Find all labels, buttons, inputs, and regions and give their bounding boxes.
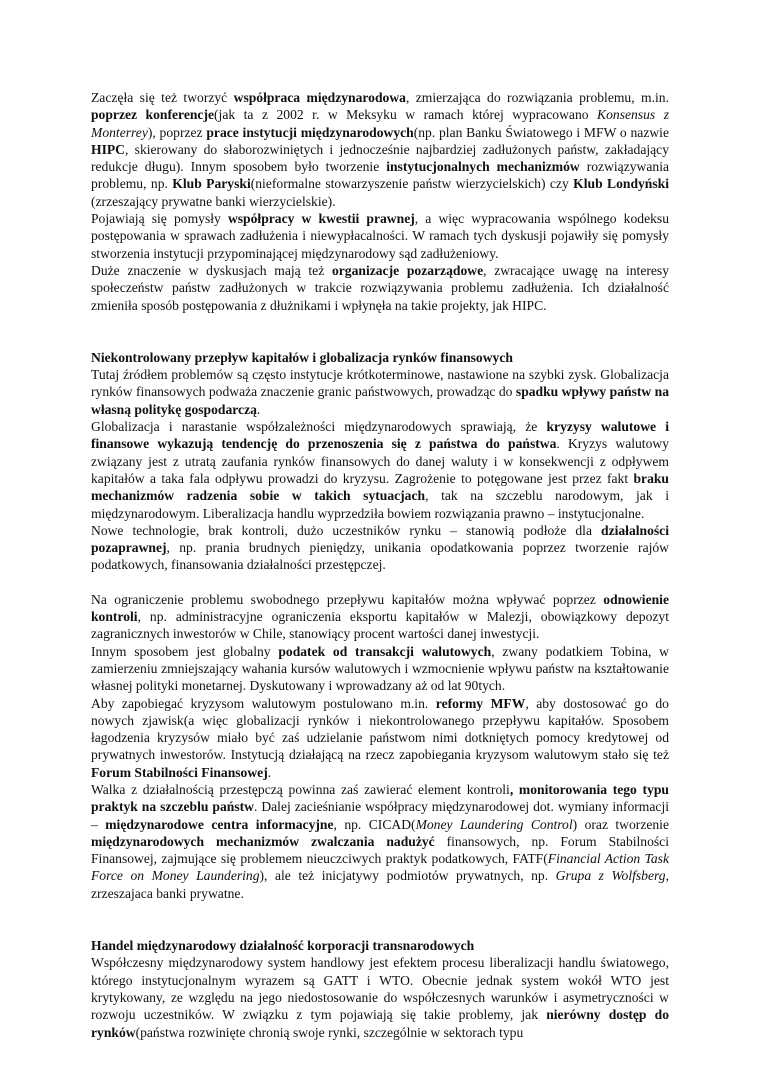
bold-phrase: odnowienie kontroli [91, 591, 669, 625]
text-run: Współczesny międzynarodowy system handlowy jest efektem procesu liberalizacji handlu światowego, którego instytucjonalnym wyrazem są GATT i WTO. Obecnie jednak system wokół WTO jest krytykowany, ze względu na jego niedostosowanie do współczesnych warunków i asymetryczności w rozwoju uczestników. W związku z tym pojawiają się takie problemy, jak [91, 955, 669, 1023]
text-run: rozwiązywania problemu, np. [91, 159, 670, 192]
paragraph [91, 89, 669, 210]
italic-phrase: Financial Action Task Force on Money Laundering [91, 851, 670, 884]
section-heading: Niekontrolowany przepływ kapitałów i globalizacja rynków finansowych [91, 349, 513, 365]
text-run: , zwany podatkiem Tobina, w zamierzeniu zmniejszający wahania kursów walutowych i wzmocnienie wpływu państw na kształtowanie własnej polityki monetarnej. Dyskutowany i wprowadzany aż od lat 90tych. [91, 643, 669, 694]
section-heading: Handel międzynarodowy działalność korporacji transnarodowych [91, 938, 475, 954]
bold-phrase: podatek od transakcji walutowych [278, 643, 492, 659]
text-run: Aby zapobiegać kryzysom walutowym postulowano m.in. [91, 695, 436, 711]
paragraph [91, 366, 669, 418]
paragraph [91, 418, 669, 522]
bold-phrase: instytucjonalnych mechanizmów [386, 159, 580, 175]
text-run: (zrzeszający prywatne banki wierzycielskie). [91, 193, 336, 209]
text-run: ) oraz tworzenie [572, 816, 669, 832]
bold-phrase: poprzez konferencje [91, 107, 215, 123]
text-run: . Dalej zacieśnianie współpracy międzynarodowej dot. wymiany informacji – [91, 799, 669, 832]
paragraph [91, 695, 669, 781]
italic-phrase: Konsensus z Monterrey [91, 107, 669, 140]
bold-phrase: HIPC [91, 141, 125, 157]
italic-phrase: Money Laundering Control [415, 816, 573, 832]
text-run: . Kryzys walutowy związany jest z utratą zaufania rynków finansowych do danej waluty i w konsekwencji z odpływem kapitałów a taka fala odpływu prowadzi do kryzysu. Zagrożenie to potęgowane jest przez fakt [91, 436, 669, 486]
text-run: (państwa rozwinięte chronią swoje rynki, szczególnie w sektorach typu [135, 1024, 524, 1040]
bold-phrase: Forum Stabilności Finansowej [91, 764, 268, 780]
bold-phrase: Klub Paryski [172, 176, 251, 192]
text-run: , zmierzająca do rozwiązania problemu, m.in. [405, 90, 669, 105]
bold-phrase: organizacje pozarządowe [331, 262, 484, 278]
bold-phrase: działalności pozaprawnej [91, 522, 669, 556]
bold-phrase: kryzysy walutowe i finansowe wykazują tendencję do przenoszenia się z państwa do państwa [91, 419, 670, 452]
text-run: Globalizacja i narastanie współzależności międzynarodowych sprawiają, że [91, 419, 547, 435]
text-run: Innym sposobem jest globalny [91, 643, 279, 659]
text-run: , np. administracyjne ograniczenia eksportu kapitałów w Malezji, obowiązkowy depozyt zagranicznych inwestorów w Chile, stanowiący procent wartości danej inwestycji. [91, 609, 669, 642]
text-run: (jak ta z 2002 r. w Meksyku w ramach której wypracowano [214, 107, 598, 123]
text-run: Tutaj źródłem problemów są często instytucje krótkoterminowe, nastawione na szybki zysk. Globalizacja rynków finansowych podważa znaczenie granic państwowych, prowadząc do [91, 367, 669, 400]
text-run: , zwracające uwagę na interesy społeczeństw państw zadłużonych w trakcie rozwiązywania problemu zadłużenia. Ich działalność zmieniła sposób postępowania z dłużnikami i wpłynęła na takie projekty, jak HIPC. [91, 262, 670, 313]
bold-phrase: nierówny dostęp do rynków [91, 1007, 670, 1040]
text-run: ), ale też inicjatywy podmiotów prywatnych, np. [259, 868, 556, 884]
italic-phrase: Grupa z Wolfsberg [555, 868, 666, 884]
text-run: Nowe technologie, brak kontroli, dużo uczestników rynku – stanowią podłoże dla [91, 522, 602, 538]
paragraph [91, 781, 669, 902]
document-body [91, 89, 669, 1041]
text-run: . [267, 764, 272, 780]
bold-phrase: współpracy w kwestii prawnej [227, 211, 415, 227]
paragraph [91, 954, 669, 1040]
text-run: Pojawiają się pomysły [91, 211, 228, 227]
text-run: Walka z działalnością przestępczą powinna zaś zawierać element kontroli [91, 781, 510, 797]
text-run: , aby dostosować go do nowych zjawisk(a więc globalizacji rynków i niekontrolowanego przepływu kapitałów. Sposobem łagodzenia kryzysów miało być zaś udzielanie państwom nimi dotkniętych pomocy kredytowej od prywatnych inwestorów. Instytucją działającą na rzecz zapobiegania kryzysom walutowym stało się też [91, 695, 669, 763]
paragraph [91, 643, 669, 695]
text-run: , np. CICAD( [333, 816, 416, 832]
text-run: (nieformalne stowarzyszenie państw wierzycielskich) czy [250, 176, 574, 192]
paragraph [91, 522, 669, 574]
paragraph [91, 210, 669, 262]
bold-phrase: Klub Londyński [573, 176, 669, 192]
text-run: finansowych, np. Forum Stabilności Finansowej, zajmujące się problemem nieuczciwych praktyk podatkowych, FATF( [91, 833, 669, 867]
bold-phrase: międzynarodowych mechanizmów zwalczania nadużyć [91, 833, 435, 849]
text-run: ), poprzez [147, 124, 207, 140]
text-run: . [256, 401, 261, 417]
bold-phrase: braku mechanizmów radzenia sobie w takich sytuacjach [91, 470, 669, 504]
text-run: , tak na szczeblu narodowym, jak i międzynarodowym. Liberalizacja handlu wyprzedziła bowiem rozwiązania prawno – instytucjonalne. [91, 488, 669, 521]
text-run: , a więc wypracowania wspólnego kodeksu postępowania w sprawach zadłużenia i niewypłacalności. W ramach tych dyskusji pojawiły się pomysły stworzenia instytucji przypominającej międzynarodowy sąd zadłużeniowy. [91, 211, 669, 261]
bold-phrase: prace instytucji międzynarodowych [206, 124, 414, 140]
bold-phrase: , monitorowania tego typu praktyk na szczeblu państw [91, 781, 669, 815]
text-run: Na ograniczenie problemu swobodnego przepływu kapitałów można wpływać poprzez [91, 591, 604, 607]
text-run: (np. plan Banku Światowego i MFW o nazwie [413, 124, 669, 140]
paragraph [91, 262, 669, 314]
text-run: Duże znaczenie w dyskusjach mają też [91, 262, 332, 278]
paragraph [91, 591, 669, 643]
text-run: Zaczęła się też tworzyć [91, 90, 234, 105]
bold-phrase: międzynarodowe centra informacyjne [105, 816, 334, 832]
bold-phrase: współpraca międzynarodowa [233, 90, 406, 105]
text-run: , skierowany do słaborozwiniętych i jednocześnie najbardziej zadłużonych państw, zakładający redukcje długu). Innym sposobem było tworzenie [91, 141, 669, 175]
text-run: , zrzeszajaca banki prywatne. [91, 868, 669, 901]
bold-phrase: reformy MFW [435, 695, 526, 711]
bold-phrase: spadku wpływy państw na własną politykę gospodarczą [91, 384, 670, 417]
text-run: , np. prania brudnych pieniędzy, unikania opodatkowania poprzez tworzenie rajów podatkowych, finansowania działalności przestępczej. [91, 540, 669, 573]
